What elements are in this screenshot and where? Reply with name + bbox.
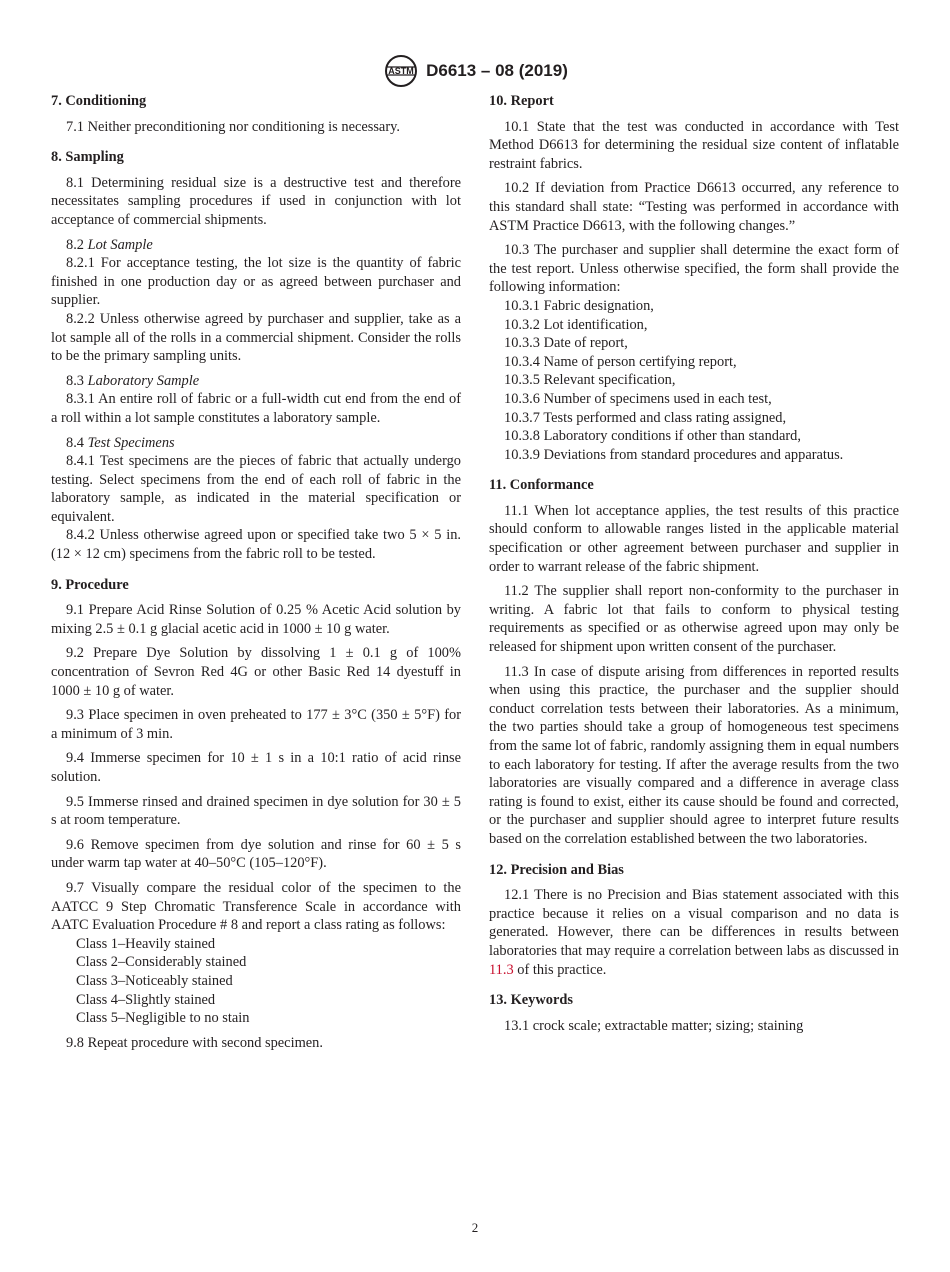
paragraph-8-4: 8.4 Test Specimens [66, 434, 175, 451]
section-8-heading: 8. Sampling [51, 149, 124, 166]
section-13-heading: 13. Keywords [489, 992, 573, 1009]
report-items-list [489, 297, 899, 464]
class-rating-item: Class 2–Considerably stained [76, 954, 247, 971]
class-rating-item: Class 1–Heavily stained [76, 935, 216, 952]
paragraph-10-1: 10.1 State that the test was conducted in accordance with Test Method D6613 for determining the residual size content of inflatable restraint fabrics. [489, 118, 899, 172]
paragraph-8-4-2: 8.4.2 Unless otherwise agreed upon or specified take two 5 × 5 in. (12 × 12 cm) specimens from the fabric roll to be tested. [51, 527, 461, 563]
paragraph-11-1: 11.1 When lot acceptance applies, the test results of this practice should conform to allowable ranges listed in the applicable material specification or other agreement between purchaser and supplier in order to warrant release of the fabric shipment. [489, 502, 899, 575]
paragraph-9-4: 9.4 Immerse specimen for 10 ± 1 s in a 10:1 ratio of acid rinse solution. [51, 750, 461, 785]
paragraph-8-3: 8.3 Laboratory Sample [66, 372, 200, 389]
left-column [51, 92, 461, 1058]
paragraph-13-1: 13.1 crock scale; extractable matter; sizing; staining [504, 1017, 804, 1034]
document-id: D6613 – 08 (2019) [426, 61, 568, 80]
paragraph-8-3-1: 8.3.1 An entire roll of fabric or a full-width cut end from the end of a roll within a lot sample constitutes a laboratory sample. [51, 391, 461, 426]
report-item: 10.3.9 Deviations from standard procedures and apparatus. [504, 446, 844, 463]
report-item: 10.3.4 Name of person certifying report, [504, 353, 737, 370]
class-rating-item: Class 5–Negligible to no stain [76, 1010, 250, 1027]
class-rating-item: Class 3–Noticeably stained [76, 972, 233, 989]
section-7-heading: 7. Conditioning [51, 93, 147, 109]
section-11-3-link[interactable]: 11.3 [489, 961, 514, 978]
report-item: 10.3.2 Lot identification, [504, 316, 648, 333]
class-rating-item: Class 4–Slightly stained [76, 991, 216, 1008]
paragraph-9-6: 9.6 Remove specimen from dye solution and rinse for 60 ± 5 s under warm tap water at 40–50°C (105–120°F). [51, 836, 461, 872]
paragraph-8-4-1: 8.4.1 Test specimens are the pieces of fabric that actually undergo testing. Select specimens from the end of each roll of fabric in the laboratory sample, as indicated in the material specification or equivalent. [51, 453, 461, 525]
report-item: 10.3.3 Date of report, [504, 335, 628, 352]
paragraph-9-5: 9.5 Immerse rinsed and drained specimen in dye solution for 30 ± 5 s at room temperature. [51, 793, 461, 829]
class-rating-list [51, 935, 461, 1028]
paragraph-10-3: 10.3 The purchaser and supplier shall determine the exact form of the test report. Unless otherwise specified, the form shall provide the following information: [489, 242, 899, 296]
report-item: 10.3.7 Tests performed and class rating assigned, [504, 409, 787, 426]
paragraph-9-8: 9.8 Repeat procedure with second specimen. [66, 1034, 323, 1051]
section-12-heading: 12. Precision and Bias [489, 861, 624, 878]
paragraph-8-2-2: 8.2.2 Unless otherwise agreed by purchaser and supplier, take as a lot sample all of the rolls in a commercial shipment. Consider the rolls to be the primary sampling units. [51, 310, 461, 365]
page-header [0, 54, 950, 88]
paragraph-11-2: 11.2 The supplier shall report non-conformity to the purchaser in writing. A fabric lot that fails to conform to physical testing requirements as specified or as otherwise agreed upon may only be released for shipment upon written consent of the purchaser. [489, 583, 899, 656]
report-item: 10.3.5 Relevant specification, [504, 372, 676, 389]
paragraph-9-3: 9.3 Place specimen in oven preheated to 177 ± 3°C (350 ± 5°F) for a minimum of 3 min. [51, 707, 461, 742]
section-11-heading: 11. Conformance [489, 477, 594, 494]
paragraph-8-2: 8.2 Lot Sample [66, 236, 153, 253]
svg-text:ASTM: ASTM [388, 66, 414, 76]
report-item: 10.3.1 Fabric designation, [504, 297, 654, 314]
paragraph-11-3: 11.3 In case of dispute arising from differences in reported results when using this practice, the purchaser and the supplier should conduct correlation tests between their laboratories. As a minimum, the two parties should take a group of homogeneous test specimens from the same lot of fabric, randomly assigning them in equal numbers to each laboratory for testing. If after the average results from the two laboratories are visually compared and a difference in average class rating is found to exist, either its cause should be found and corrected, or the purchaser and supplier should agree to interpret future results based on the correlation established between the two laboratories. [489, 663, 899, 847]
paragraph-7-1: 7.1 Neither preconditioning nor conditioning is necessary. [66, 118, 400, 135]
report-item: 10.3.8 Laboratory conditions if other than standard, [504, 428, 801, 445]
paragraph-9-7: 9.7 Visually compare the residual color of the specimen to the AATCC 9 Step Chromatic Transference Scale in accordance with AATC Evaluation Procedure # 8 and report a class rating as follows: [51, 879, 461, 934]
paragraph-10-2: 10.2 If deviation from Practice D6613 occurred, any reference to this standard shall state: “Testing was performed in accordance with ASTM Practice D6613, with the following changes.” [489, 180, 899, 234]
paragraph-9-2: 9.2 Prepare Dye Solution by dissolving 1 ± 0.1 g of 100% concentration of Sevron Red 4G or other Basic Red 14 dyestuff in 1000 ± 10 g of water. [51, 645, 461, 699]
astm-logo-icon [382, 54, 420, 88]
right-column [489, 92, 899, 1041]
paragraph-8-2-1: 8.2.1 For acceptance testing, the lot size is the quantity of fabric finished in one production day or as agreed between purchaser and supplier. [51, 255, 461, 309]
section-10-heading: 10. Report [489, 93, 554, 109]
report-item: 10.3.6 Number of specimens used in each test, [504, 390, 772, 407]
page-number: 2 [471, 1220, 479, 1235]
section-9-heading: 9. Procedure [51, 576, 129, 593]
paragraph-9-1: 9.1 Prepare Acid Rinse Solution of 0.25 % Acetic Acid solution by mixing 2.5 ± 0.1 g glacial acetic acid in 1000 ± 10 g water. [51, 602, 461, 637]
paragraph-8-1: 8.1 Determining residual size is a destructive test and therefore necessitates sampling procedures if used in conjunction with lot acceptance of commercial shipments. [51, 174, 461, 228]
paragraph-12-1: 12.1 There is no Precision and Bias statement associated with this practice because it relies on a visual comparison and no data is generated. However, there can be differences in results between laboratories that may require a correlation between labs as discussed in 11.3 of this practice. [489, 887, 899, 978]
